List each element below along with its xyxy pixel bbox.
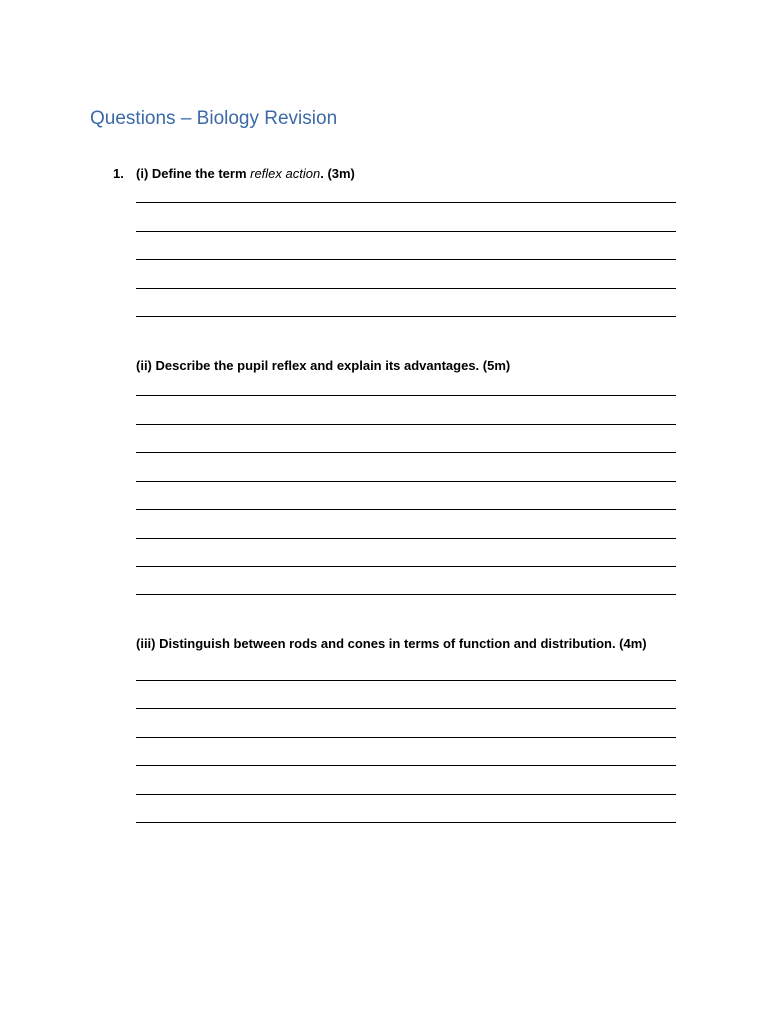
answer-line[interactable]: [136, 202, 676, 203]
answer-line[interactable]: [136, 538, 676, 539]
question-part-i-marks: . (3m): [320, 166, 355, 181]
answer-line[interactable]: [136, 594, 676, 595]
answer-line[interactable]: [136, 509, 676, 510]
answer-line[interactable]: [136, 794, 676, 795]
answer-line[interactable]: [136, 566, 676, 567]
question-part-iii: [136, 636, 647, 651]
question-part-i-emphasis: reflex action: [250, 166, 321, 181]
answer-line[interactable]: [136, 481, 676, 482]
answer-line[interactable]: [136, 424, 676, 425]
answer-line[interactable]: [136, 231, 676, 232]
question-part-ii: [136, 358, 510, 373]
answer-line[interactable]: [136, 822, 676, 823]
answer-line[interactable]: [136, 259, 676, 260]
page-title: Questions – Biology Revision: [90, 108, 338, 129]
answer-line[interactable]: [136, 316, 676, 317]
answer-line[interactable]: [136, 737, 676, 738]
answer-line[interactable]: [136, 288, 676, 289]
question-number: 1.: [113, 166, 124, 181]
answer-line[interactable]: [136, 708, 676, 709]
question-part-ii-text: (ii) Describe the pupil reflex and explain its advantages. (5m): [136, 358, 511, 373]
answer-line[interactable]: [136, 452, 676, 453]
question-part-iii-text: (iii) Distinguish between rods and cones in terms of function and distribution. (4m): [136, 636, 647, 651]
answer-line[interactable]: [136, 395, 676, 396]
question-part-i-text: (i) Define the term: [136, 166, 251, 181]
answer-line[interactable]: [136, 765, 676, 766]
answer-line[interactable]: [136, 680, 676, 681]
question-part-i: [136, 166, 355, 181]
